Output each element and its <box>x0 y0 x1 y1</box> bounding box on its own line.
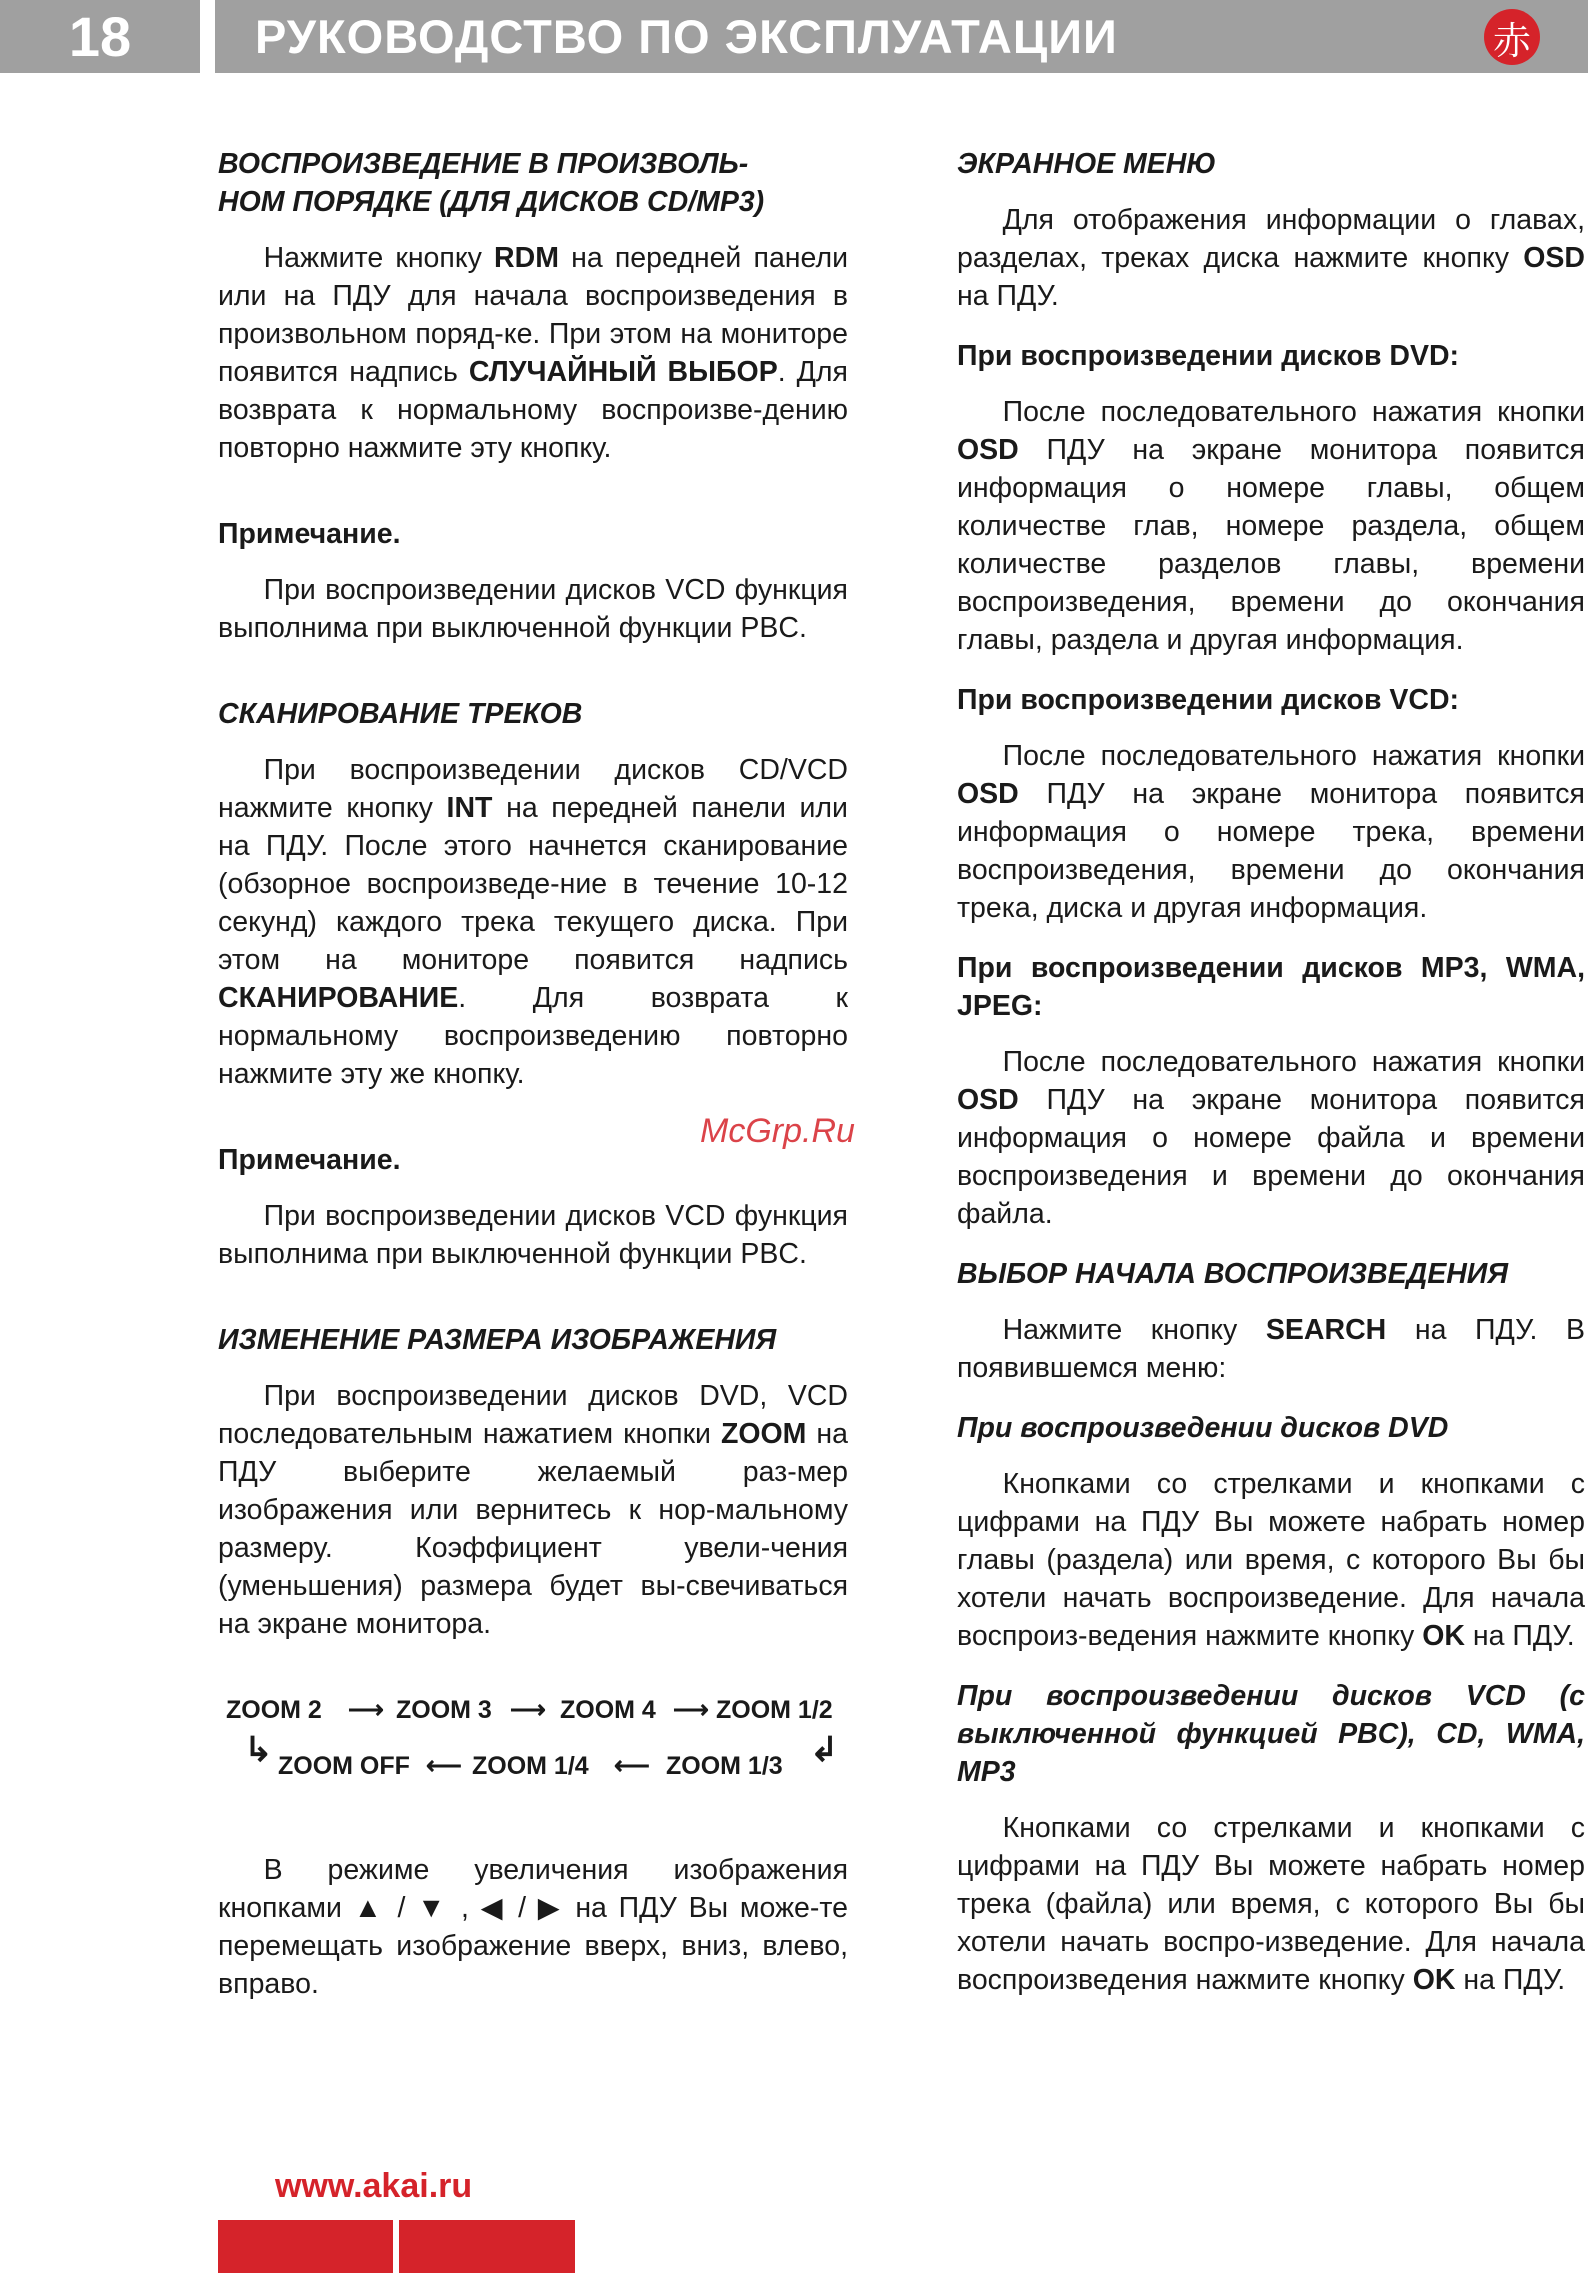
watermark: McGrp.Ru <box>700 1112 855 1150</box>
arrow-keys-icon: ▲ / ▼ , ◀ / ▶ <box>353 1892 564 1924</box>
page-number: 18 <box>0 0 200 73</box>
left-column <box>218 145 848 2025</box>
header-title: РУКОВОДСТВО ПО ЭКСПЛУАТАЦИИ <box>215 0 1588 73</box>
section-title-line: ВОСПРОИЗВЕДЕНИЕ В ПРОИЗВОЛЬ- <box>218 148 749 180</box>
paragraph-mp3: После последовательного нажатия кнопки OSD ПДУ на экране монитора появится информация о номере файла и времени воспроизведения и времени до окончания файла. <box>957 1046 1585 1230</box>
paragraph-osd: Для отображения информации о главах, разделах, треках диска нажмите кнопку OSD на ПДУ. <box>957 204 1585 312</box>
zoom-2-label: ZOOM 2 <box>226 1696 322 1724</box>
section-title-random <box>218 145 848 221</box>
subtitle-vcd: При воспроизведении дисков VCD: <box>957 684 1460 716</box>
note-title: Примечание. <box>218 1144 401 1176</box>
paragraph-search-vcd: Кнопками со стрелками и кнопками с цифрами на ПДУ Вы можете набрать номер трека (файла) или время, с которого Вы бы хотели начать воспро-изведение. Для начала воспроизведения нажмите кнопку OK на ПДУ. <box>957 1812 1585 1996</box>
zoom-4-label: ZOOM 4 <box>560 1696 656 1724</box>
section-title-zoom: ИЗМЕНЕНИЕ РАЗМЕРА ИЗОБРАЖЕНИЯ <box>218 1324 777 1356</box>
arrow-left-icon: ⟵ <box>614 1752 650 1780</box>
section-title-line: НОМ ПОРЯДКЕ (ДЛЯ ДИСКОВ CD/MP3) <box>218 186 765 218</box>
section-title-scan: СКАНИРОВАНИЕ ТРЕКОВ <box>218 698 583 730</box>
subtitle-mp3: При воспроизведении дисков MP3, WMA, JPEG: <box>957 952 1585 1022</box>
note-title: Примечание. <box>218 518 401 550</box>
arrow-right-icon: ⟶ <box>348 1696 384 1724</box>
right-column <box>957 145 1585 2021</box>
note-text: При воспроизведении дисков VCD функция выполнима при выключенной функции PBC. <box>218 574 848 644</box>
zoom-1-2-label: ZOOM 1/2 <box>716 1696 833 1724</box>
down-left-arrow-icon: ↲ <box>810 1731 839 1769</box>
paragraph-scan: При воспроизведении дисков CD/VCD нажмите кнопку INT на передней панели или на ПДУ. После этого начнется сканирование (обзорное воспроизведе-ние в течение 10-12 секунд) каждого трека текущего диска. При этом на мониторе появится надпись СКАНИРОВАНИЕ. Для возврата к нормальному воспроизведению повторно нажмите эту же кнопку. <box>218 754 848 1090</box>
zoom-3-label: ZOOM 3 <box>396 1696 492 1724</box>
zoom-off-label: ZOOM OFF <box>278 1752 410 1780</box>
footer-block <box>399 2220 575 2273</box>
zoom-1-3-label: ZOOM 1/3 <box>666 1752 783 1780</box>
footer-url-link[interactable]: www.akai.ru <box>275 2167 473 2205</box>
arrow-left-icon: ⟵ <box>426 1752 462 1780</box>
section-title-osd: ЭКРАННОЕ МЕНЮ <box>957 148 1217 180</box>
section-title-search: ВЫБОР НАЧАЛА ВОСПРОИЗВЕДЕНИЯ <box>957 1258 1509 1290</box>
paragraph-vcd: После последовательного нажатия кнопки OSD ПДУ на экране монитора появится информация о номере трека, времени воспроизведения, времени до окончания трека, диска и другая информация. <box>957 740 1585 924</box>
brand-logo-icon: 赤 <box>1484 9 1540 65</box>
paragraph-dvd: После последовательного нажатия кнопки OSD ПДУ на экране монитора появится информация о номере главы, общем количестве глав, номере раздела, общем количестве разделов главы, времени воспроизведения, времени до окончания главы, раздела и другая информация. <box>957 396 1585 656</box>
subtitle-dvd: При воспроизведении дисков DVD: <box>957 340 1460 372</box>
note-text: При воспроизведении дисков VCD функция выполнима при выключенной функции PBC. <box>218 1200 848 1270</box>
subtitle-search-dvd: При воспроизведении дисков DVD <box>957 1412 1449 1444</box>
arrow-right-icon: ⟶ <box>510 1696 546 1724</box>
page-header <box>0 0 1588 73</box>
paragraph-zoom-nav: В режиме увеличения изображения кнопками ▲ / ▼ , ◀ / ▶ на ПДУ Вы може-те перемещать изображение вверх, вниз, влево, вправо. <box>218 1854 848 2000</box>
paragraph-random: Нажмите кнопку RDM на передней панели или на ПДУ для начала воспроизведения в произвольном поряд-ке. При этом на мониторе появится надпись СЛУЧАЙНЫЙ ВЫБОР. Для возврата к нормальному воспроизве-дению повторно нажмите эту кнопку. <box>218 242 848 464</box>
paragraph-search-dvd: Кнопками со стрелками и кнопками с цифрами на ПДУ Вы можете набрать номер главы (раздела) или время, с которого Вы бы хотели начать воспроизведение. Для начала воспроиз-ведения нажмите кнопку OK на ПДУ. <box>957 1468 1585 1652</box>
arrow-right-icon: ⟶ <box>673 1696 709 1724</box>
zoom-sequence-diagram <box>218 1691 848 1811</box>
paragraph-search: Нажмите кнопку SEARCH на ПДУ. В появившемся меню: <box>957 1314 1585 1384</box>
zoom-1-4-label: ZOOM 1/4 <box>472 1752 589 1780</box>
subtitle-search-vcd: При воспроизведении дисков VCD (с выключенной функцией PBC), CD, WMA, MP3 <box>957 1680 1585 1788</box>
return-arrow-icon: ↳ <box>244 1731 273 1769</box>
footer-block <box>218 2220 393 2273</box>
paragraph-zoom: При воспроизведении дисков DVD, VCD последовательным нажатием кнопки ZOOM на ПДУ выберите желаемый раз-мер изображения или вернитесь к нор-мальному размеру. Коэффициент увели-чения (уменьшения) размера будет вы-свечиваться на экране монитора. <box>218 1380 848 1640</box>
